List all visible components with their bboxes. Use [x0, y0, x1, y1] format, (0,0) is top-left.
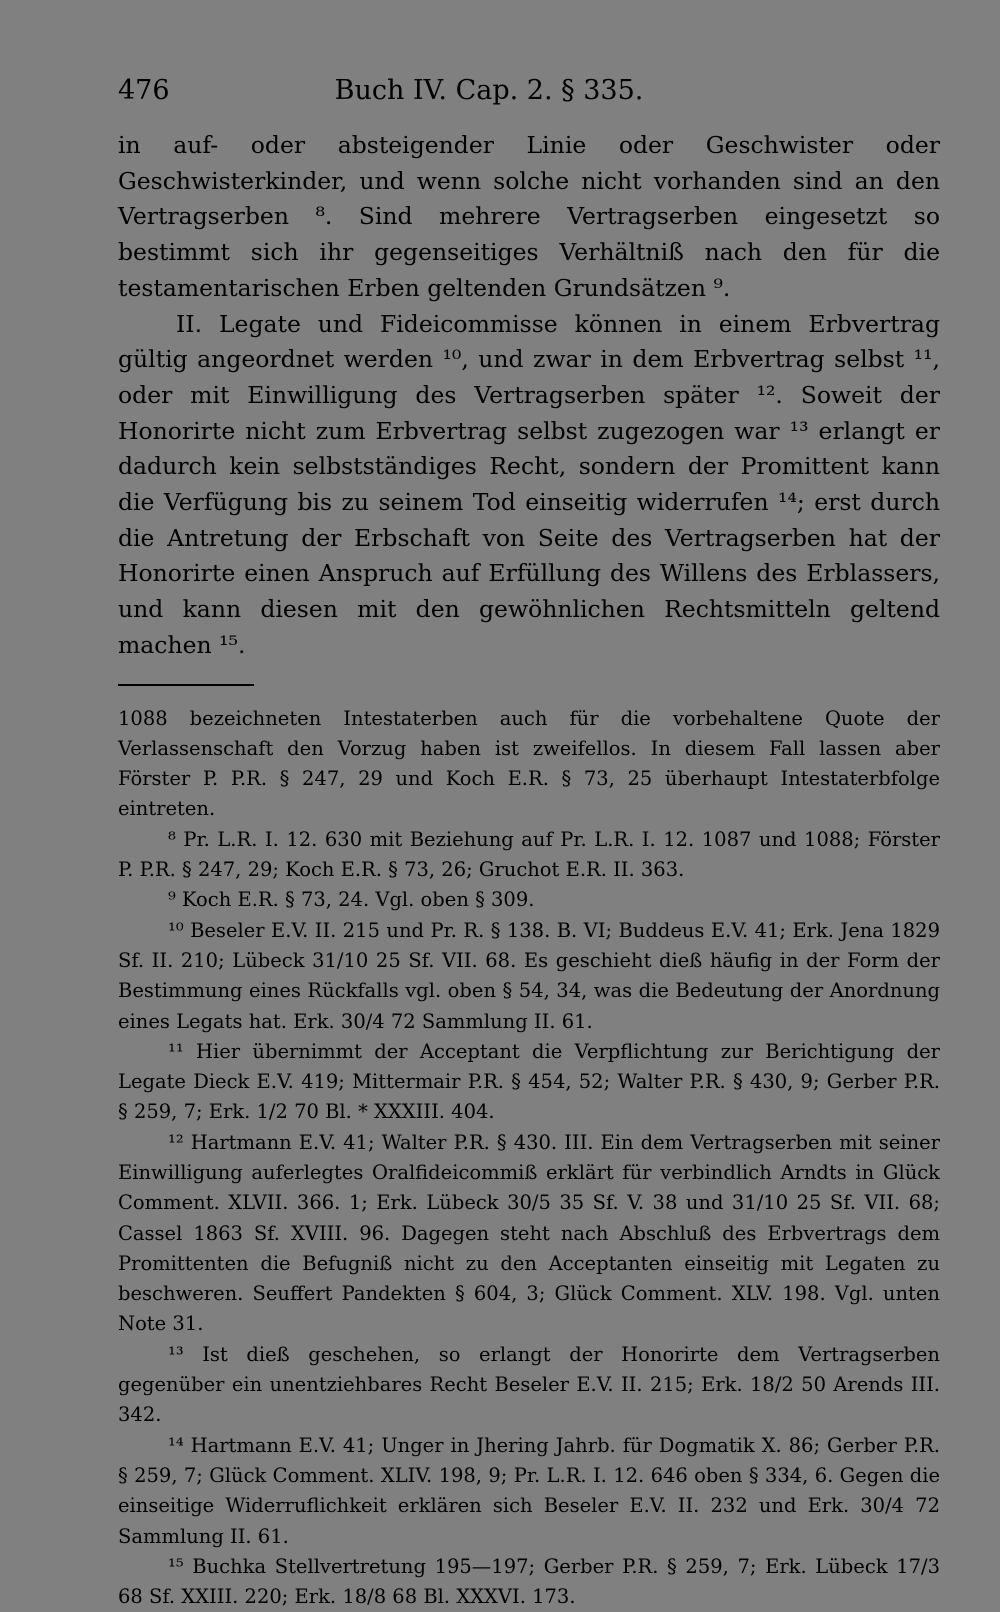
footnote: ¹⁰ Beseler E.V. II. 215 und Pr. R. § 138. B. VI; Buddeus E.V. 41; Erk. Jena 1829 Sf. II. 210; Lübeck 31/10 25 Sf. VII. 68. Es geschieht dieß häufig in der Form der Bestimmung eines Rückfalls vgl. oben § 54, 34, was die Bedeutung der Anordnung eines Legats hat. Erk. 30/4 72 Sammlung II. 61. [118, 918, 940, 1033]
footnote: ¹² Hartmann E.V. 41; Walter P.R. § 430. III. Ein dem Vertragserben mit seiner Einwilligung auferlegtes Oralfideicommiß erklärt für verbindlich Arndts in Glück Comment. XLVII. 366. 1; Erk. Lübeck 30/5 35 Sf. V. 38 und 31/10 25 Sf. VII. 68; Cassel 1863 Sf. XVIII. 96. Dagegen steht nach Abschluß des Erbvertrags dem Promittenten die Befugniß nicht zu den Acceptanten einseitig mit Legaten zu beschweren. Seuffert Pandekten § 604, 3; Glück Comment. XLV. 198. Vgl. unten Note 31. [118, 1130, 940, 1336]
page-number: 476 [118, 75, 170, 106]
footnote: ⁹ Koch E.R. § 73, 24. Vgl. oben § 309. [168, 888, 535, 912]
footnote: ⁸ Pr. L.R. I. 12. 630 mit Beziehung auf Pr. L.R. I. 12. 1087 und 1088; Förster P. P.R. § 247, 29; Koch E.R. § 73, 26; Gruchot E.R. II. 363. [118, 827, 940, 882]
main-text [118, 128, 940, 664]
footnote: ¹⁴ Hartmann E.V. 41; Unger in Jhering Jahrb. für Dogmatik X. 86; Gerber P.R. § 259, 7; Glück Comment. XLIV. 198, 9; Pr. L.R. I. 12. 646 oben § 334, 6. Gegen die einseitige Widerruflichkeit erklären sich Beseler E.V. II. 232 und Erk. 30/4 72 Sammlung II. 61. [118, 1433, 940, 1548]
footnote: ¹¹ Hier übernimmt der Acceptant die Verpflichtung zur Berichtigung der Legate Dieck E.V. 419; Mittermair P.R. § 454, 52; Walter P.R. § 430, 9; Gerber P.R. § 259, 7; Erk. 1/2 70 Bl. * XXXIII. 404. [118, 1039, 940, 1124]
page [118, 70, 940, 1612]
page-header [118, 70, 940, 112]
main-paragraph: II. Legate und Fideicommisse können in einem Erbvertrag gültig angeordnet werden ¹⁰, und zwar in dem Erbvertrag selbst ¹¹, oder mit Einwilligung des Vertragserben später ¹². Soweit der Honorirte nicht zum Erbvertrag selbst zugezogen war ¹³ erlangt er dadurch kein selbstständiges Recht, sondern der Promittent kann die Verfügung bis zu seinem Tod einseitig widerrufen ¹⁴; erst durch die Antretung der Erbschaft von Seite des Vertragserben hat der Honorirte einen Anspruch auf Erfüllung des Willens des Erblassers, und kann diesen mit den gewöhnlichen Rechtsmitteln geltend machen ¹⁵. [118, 309, 940, 659]
main-paragraph: in auf- oder absteigender Linie oder Geschwister oder Geschwisterkinder, und wenn solche nicht vorhanden sind an den Vertragserben ⁸. Sind mehrere Vertragserben eingesetzt so bestimmt sich ihr gegenseitiges Verhältniß nach den für die testamentarischen Erben geltenden Grundsätzen ⁹. [118, 131, 940, 302]
footnote: ¹⁵ Buchka Stellvertretung 195—197; Gerber P.R. § 259, 7; Erk. Lübeck 17/3 68 Sf. XXIII. 220; Erk. 18/8 68 Bl. XXXVI. 173. [118, 1554, 940, 1609]
footnote-divider [118, 684, 254, 686]
footnotes [118, 704, 940, 1612]
footnote-continuation: 1088 bezeichneten Intestaterben auch für die vorbehaltene Quote der Verlassenschaft den Vorzug haben ist zweifellos. In diesem Fall lassen aber Förster P. P.R. § 247, 29 und Koch E.R. § 73, 25 überhaupt Intestaterbfolge eintreten. [118, 706, 940, 821]
running-head: Buch IV. Cap. 2. § 335. [334, 75, 644, 106]
footnote: ¹³ Ist dieß geschehen, so erlangt der Honorirte dem Vertragserben gegenüber ein unentziehbares Recht Beseler E.V. II. 215; Erk. 18/2 50 Arends III. 342. [118, 1342, 940, 1427]
